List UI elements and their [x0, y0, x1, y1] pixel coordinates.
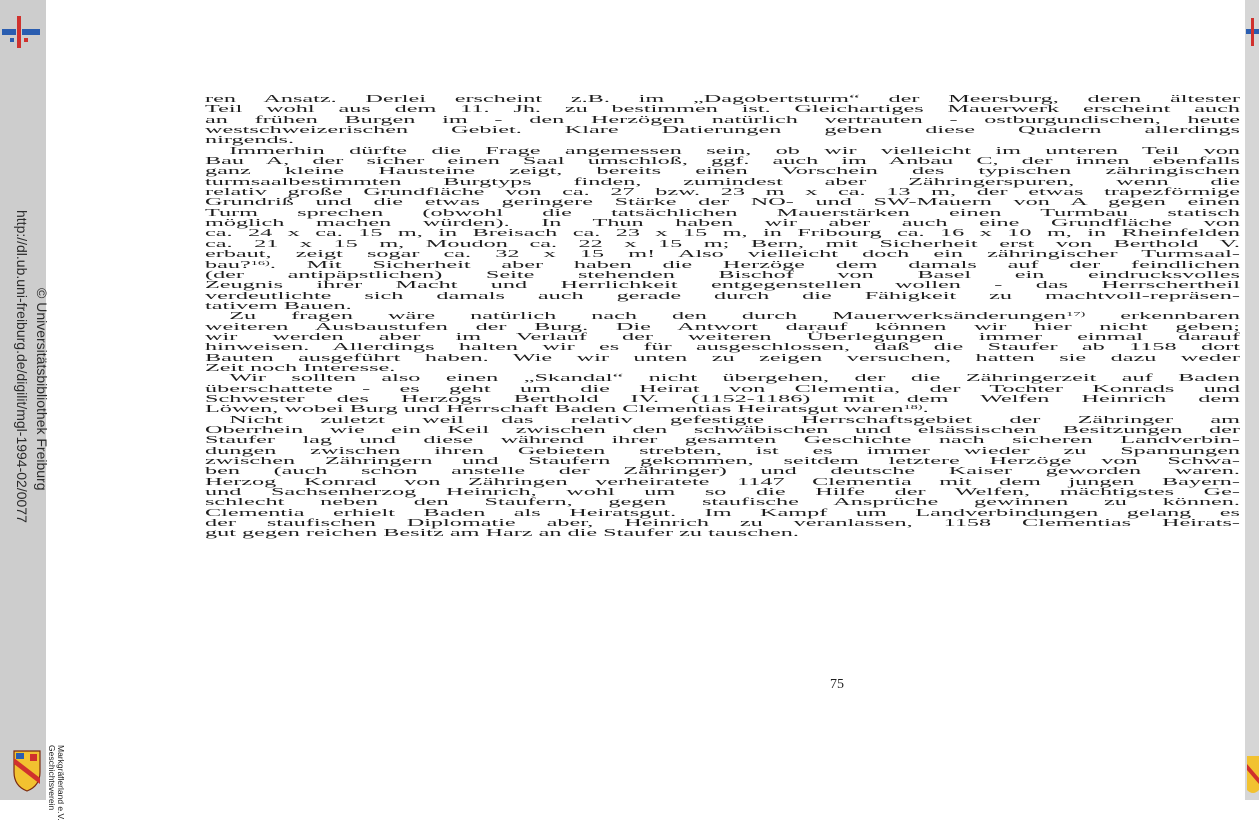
text-line: Zeugnis ihrer Macht und Herrlichkeit entgegenstellen wollen - das Herrschertheil [205, 279, 1240, 292]
copyright-notice: © Universitätsbibliothek Freiburg [34, 288, 50, 491]
text-line: hinweisen. Allerdings halten wir es für ausgeschlossen, daß die Staufer ab 1158 dort [205, 341, 1240, 354]
text-line: nirgends. [205, 134, 295, 147]
text-line: westschweizerischen Gebiet. Klare Datierungen geben diese Quadern allerdings [205, 124, 1240, 137]
text-line: gut gegen reichen Besitz am Harz an die Staufer zu tauschen. [205, 527, 799, 540]
society-name-line1: Geschichtsverein [47, 745, 57, 811]
text-line: wir werden aber im Verlauf der weiteren Überlegungen immer einmal darauf [205, 330, 1240, 343]
text-line: und Sachsenherzog Heinrich, wohl um so die Hilfe der Welfen, mächtigstes Ge- [205, 486, 1240, 499]
text-line: relativ große Grundfläche von ca. 27 bzw. 23 m x ca. 13 m, der etwas trapezförmige [205, 186, 1240, 199]
text-line: ren Ansatz. Derlei erscheint z.B. im „Dagobertsturm“ der Meersburg, deren ältester [205, 93, 1240, 105]
text-line: turmsaalbestimmten Burgtyps finden, zumindest aber Zähringerspuren, wenn die [205, 175, 1240, 188]
text-line: überschattete - es geht um die Heirat von Clementia, der Tochter Konrads und [205, 382, 1240, 395]
text-line: Teil wohl aus dem 11. Jh. zu bestimmen ist. Gleichartiges Mauerwerk erscheint auch [205, 103, 1240, 116]
text-line: ca. 24 x ca. 15 m, in Breisach ca. 23 x 15 m, in Fribourg ca. 16 x 10 m, in Rheinfelden [205, 227, 1240, 240]
text-line: Zeit noch Interesse. [205, 361, 396, 374]
coat-of-arms-icon [13, 750, 41, 792]
text-line: ca. 21 x 15 m, Moudon ca. 22 x 15 m; Bern, mit Sicherheit erst von Berthold V. [205, 237, 1240, 250]
text-line [205, 311, 1240, 321]
adjacent-page-marks-icon [1245, 0, 1259, 800]
text-line: der staufischen Diplomatie aber, Heinrich zu veranlassen, 1158 Clementias Heirats- [205, 517, 1240, 530]
text-line-segment: . [922, 403, 929, 416]
text-line: Wir sollten also einen „Skandal“ nicht übergehen, der die Zähringerzeit auf Baden [229, 372, 1240, 385]
text-line: Oberrhein wie ein Keil zwischen den schwäbischen und elsässischen Besitzungen der [205, 424, 1240, 436]
text-line: dungen zwischen ihren Gebieten strebten, ist es immer wieder zu Spannungen [205, 444, 1240, 457]
text-line-segment: erkennbaren [1085, 310, 1240, 323]
text-line: verdeutlichte sich damals auch gerade durch die Fähigkeit zu machtvoll-repräsen- [205, 289, 1240, 302]
text-line-segment: bau? [205, 258, 251, 271]
text-line: Nicht zuletzt weil das relativ gefestigte Herrschaftsgebiet der Zähringer am [229, 413, 1240, 426]
text-line: Immerhin dürfte die Frage angemessen sein, ob wir vielleicht im unteren Teil von [229, 144, 1240, 157]
page-number: 75 [830, 677, 844, 692]
society-name-line2: Markgräflerland e.V. [56, 745, 66, 821]
ub-freiburg-logo-icon [2, 14, 42, 50]
page-body-text [205, 94, 1240, 539]
text-line-segment: Löwen, wobei Burg und Herrschaft Baden Clementias Heiratsgut waren [205, 403, 904, 416]
text-line: Schwester des Herzogs Berthold IV. (1152-1186) mit dem Welfen Heinrich dem [205, 392, 1240, 405]
adjacent-page-sidebar [1245, 0, 1259, 800]
text-line: an frühen Burgen im - den Herzögen natürlich vertrauten - ostburgundischen, heute [205, 113, 1240, 126]
text-line: ben (auch schon anstelle der Zähringer) und deutsche Kaiser geworden waren. [205, 465, 1240, 478]
footnote-ref: 16) [250, 259, 270, 267]
text-line: (der antipäpstlichen) Seite stehenden Bischof von Basel ein eindrucksvolles [205, 268, 1240, 281]
text-line: Grundriß und die etwas geringere Stärke der NO- und SW-Mauern von A gegen einen [205, 196, 1240, 209]
text-line: Bauten ausgeführt haben. Wie wir unten zu zeigen versuchen, hatten sie dazu weder [205, 351, 1240, 364]
library-sidebar [0, 0, 50, 800]
text-line-segment: Zu fragen wäre natürlich nach den durch Mauerwerksänderungen [229, 310, 1067, 323]
footnote-ref: 17) [1066, 311, 1086, 319]
footnote-ref: 18) [903, 404, 923, 412]
text-line: ganz kleine Hausteine zeigt, bereits einen Vorschein des typischen zähringischen [205, 165, 1240, 178]
text-line: Bau A, der sicher einen Saal umschloß, ggf. auch im Anbau C, der innen ebenfalls [205, 155, 1240, 168]
text-line: Turm sprechen (obwohl die tatsächlichen Mauerstärken einen Turmbau statisch [205, 206, 1240, 219]
text-line: Herzog Konrad von Zähringen verheiratete 1147 Clementia mit dem jungen Bayern- [205, 475, 1240, 488]
text-line: Staufer lag und diese während ihrer gesamten Geschichte nach sicheren Landverbin- [205, 434, 1240, 447]
text-line: schlecht neben den Staufern, gegen staufische Ansprüche gewinnen zu können. [205, 496, 1240, 509]
text-line: möglich machen würden). In Thun haben wir aber auch eine Grundfläche von [205, 217, 1240, 230]
text-line: Clementia erhielt Baden als Heiratsgut. Im Kampf um Landverbindungen gelang es [205, 506, 1240, 519]
text-line: weiteren Ausbaustufen der Burg. Die Antwort darauf können wir hier nicht geben; [205, 320, 1240, 333]
text-line-segment: . Mit Sicherheit aber haben die Herzöge dem damals auf der feindlichen [269, 258, 1240, 271]
text-line: zwischen Zähringern und Staufern gekommen, seitdem letztere Herzöge von Schwa- [205, 455, 1240, 468]
document-url: http://dl.ub.uni-freiburg.de/digilit/mgl-1994-02/0077 [14, 210, 30, 523]
text-line: erbaut, zeigt sogar ca. 32 x 15 m! Also vielleicht doch ein zähringischer Turmsaal- [205, 248, 1240, 261]
text-line: tativem Bauen. [205, 299, 352, 312]
